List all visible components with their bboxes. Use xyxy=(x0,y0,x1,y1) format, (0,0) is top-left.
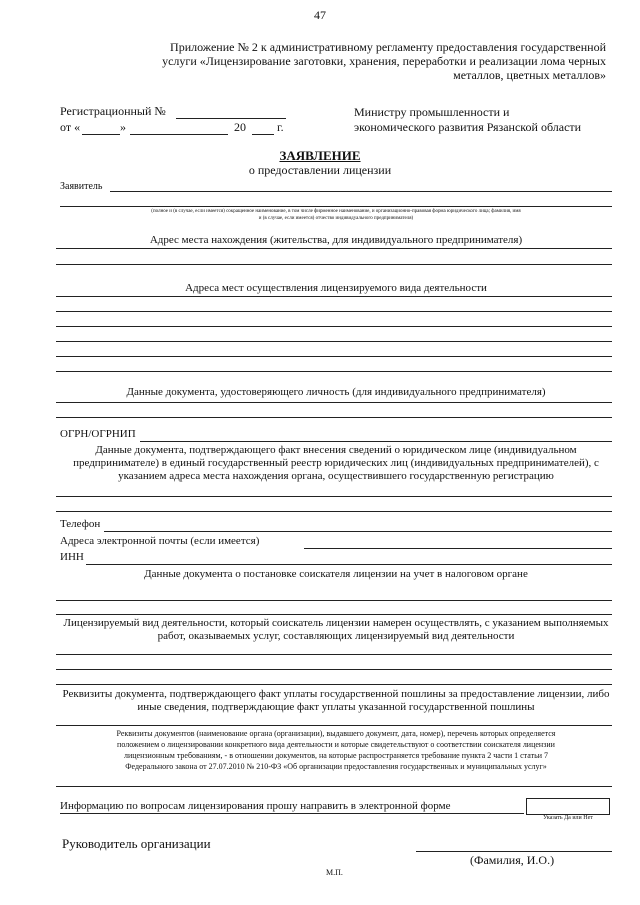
phone-field[interactable] xyxy=(104,531,612,532)
requisites-line-2: положением о лицензировании конкретного вида деятельности и которые свидетельствуют о соответствии соискателя лицензии xyxy=(117,740,555,749)
electronic-hint: Указать Да или Нет xyxy=(543,815,593,821)
registry-line-1: Данные документа, подтверждающего факт внесения сведений о юридическом лице (индивидуальном xyxy=(95,444,577,456)
inn-label: ИНН xyxy=(60,551,84,563)
applicant-hint-line-1: (полное и (в случае, если имеется) сокращенное наименование, в том числе фирменное наименование, и организационно-правовая форма юридического лица; фамилия, имя xyxy=(151,209,521,214)
applicant-label: Заявитель xyxy=(60,181,103,192)
signature-field[interactable] xyxy=(416,851,612,852)
document-subtitle: о предоставлении лицензии xyxy=(248,163,392,177)
activity-address-label: Адреса мест осуществления лицензируемого вида деятельности xyxy=(185,282,487,294)
email-label: Адреса электронной почты (если имеется) xyxy=(60,535,260,547)
addressee xyxy=(354,105,581,135)
requisites-label xyxy=(60,728,612,772)
phone-label: Телефон xyxy=(60,518,101,530)
requisites-line-1: Реквизиты документов (наименование органа (организации), выдавшего документ, дата, номер), перечень которых определяется xyxy=(116,729,556,738)
applicant-hint xyxy=(60,208,612,222)
electronic-yes-no-box[interactable] xyxy=(526,798,610,815)
seal-label: М.П. xyxy=(326,868,343,877)
ogrn-field[interactable] xyxy=(140,441,612,442)
registry-line-2: предпринимателе) в единый государственный реестр юридических лиц (индивидуальных предпринимателей), с xyxy=(73,457,599,469)
appendix-line-2: услуги «Лицензирование заготовки, хранения, переработки и реализации лома черных xyxy=(162,54,606,68)
appendix-line-3: металлов, цветных металлов» xyxy=(453,68,606,82)
address-field-1[interactable] xyxy=(56,248,612,249)
activity-line-2: работ, оказываемых услуг, составляющих лицензируемый вид деятельности xyxy=(157,630,515,642)
document-title: ЗАЯВЛЕНИЕ xyxy=(279,148,361,163)
activity-address-field-6[interactable] xyxy=(56,371,612,372)
requisites-field[interactable] xyxy=(56,786,612,787)
activity-address-field-1[interactable] xyxy=(56,296,612,297)
address-field-2[interactable] xyxy=(56,264,612,265)
registry-line-3: указанием адреса места нахождения органа, осуществившего государственную регистрацию xyxy=(118,470,554,482)
identity-field-1[interactable] xyxy=(56,402,612,403)
activity-field-2[interactable] xyxy=(56,669,612,670)
appendix-line-1: Приложение № 2 к административному регламенту предоставления государственной xyxy=(170,40,606,54)
date-month-field[interactable] xyxy=(130,134,228,135)
inn-field[interactable] xyxy=(86,564,612,565)
identity-field-2[interactable] xyxy=(56,417,612,418)
applicant-field-2[interactable] xyxy=(60,206,612,207)
signature-hint: (Фамилия, И.О.) xyxy=(470,853,555,867)
identity-label: Данные документа, удостоверяющего личность (для индивидуального предпринимателя) xyxy=(126,386,546,398)
activity-field-3[interactable] xyxy=(56,684,612,685)
fee-line-2: иные сведения, подтверждающие факт уплаты указанной государственной пошлины xyxy=(137,701,535,713)
activity-label xyxy=(60,617,612,643)
activity-address-field-2[interactable] xyxy=(56,311,612,312)
email-field[interactable] xyxy=(304,548,612,549)
electronic-underline xyxy=(60,813,524,814)
addressee-line-2: экономического развития Рязанской области xyxy=(354,120,582,134)
tax-field-2[interactable] xyxy=(56,614,612,615)
year-prefix: 20 xyxy=(234,120,246,134)
requisites-line-4: Федерального закона от 27.07.2010 № 210-ФЗ «Об организации предоставления государственных и муниципальных услуг» xyxy=(125,762,547,771)
date-year-field[interactable] xyxy=(252,134,274,135)
tax-label: Данные документа о постановке соискателя лицензии на учет в налоговом органе xyxy=(144,568,528,580)
activity-field-1[interactable] xyxy=(56,654,612,655)
registry-field-1[interactable] xyxy=(56,496,612,497)
registration-number-label: Регистрационный № xyxy=(60,104,166,118)
head-label: Руководитель организации xyxy=(62,836,211,851)
fee-line-1: Реквизиты документа, подтверждающего факт уплаты государственной пошлины за предоставление лицензии, либо xyxy=(62,688,610,700)
page-number: 47 xyxy=(314,8,326,22)
fee-field[interactable] xyxy=(56,725,612,726)
registry-label xyxy=(60,444,612,483)
address-label: Адрес места нахождения (жительства, для индивидуального предпринимателя) xyxy=(149,234,523,246)
date-day-field[interactable] xyxy=(82,134,120,135)
tax-field-1[interactable] xyxy=(56,600,612,601)
fee-label xyxy=(60,688,612,714)
registration-number-field[interactable] xyxy=(176,118,286,119)
activity-address-field-5[interactable] xyxy=(56,356,612,357)
year-suffix: г. xyxy=(277,120,284,134)
activity-line-1: Лицензируемый вид деятельности, который соискатель лицензии намерен осуществлять, с указанием выполняемых xyxy=(63,617,609,629)
activity-address-field-4[interactable] xyxy=(56,341,612,342)
electronic-label: Информацию по вопросам лицензирования прошу направить в электронной форме xyxy=(60,800,451,812)
registry-field-2[interactable] xyxy=(56,511,612,512)
appendix-header xyxy=(120,40,606,82)
addressee-line-1: Министру промышленности и xyxy=(354,105,510,119)
date-quote-close: » xyxy=(120,120,126,134)
applicant-hint-line-2: и (в случае, если имеется) отчество индивидуального предпринимателя) xyxy=(258,216,414,221)
applicant-field[interactable] xyxy=(110,191,612,192)
requisites-line-3: лицензионным требованиям, - в отношении документов, на которые распространяется требование пункта 2 части 1 статьи 7 xyxy=(123,751,549,760)
date-prefix: от « xyxy=(60,120,81,134)
ogrn-label: ОГРН/ОГРНИП xyxy=(60,428,136,440)
activity-address-field-3[interactable] xyxy=(56,326,612,327)
